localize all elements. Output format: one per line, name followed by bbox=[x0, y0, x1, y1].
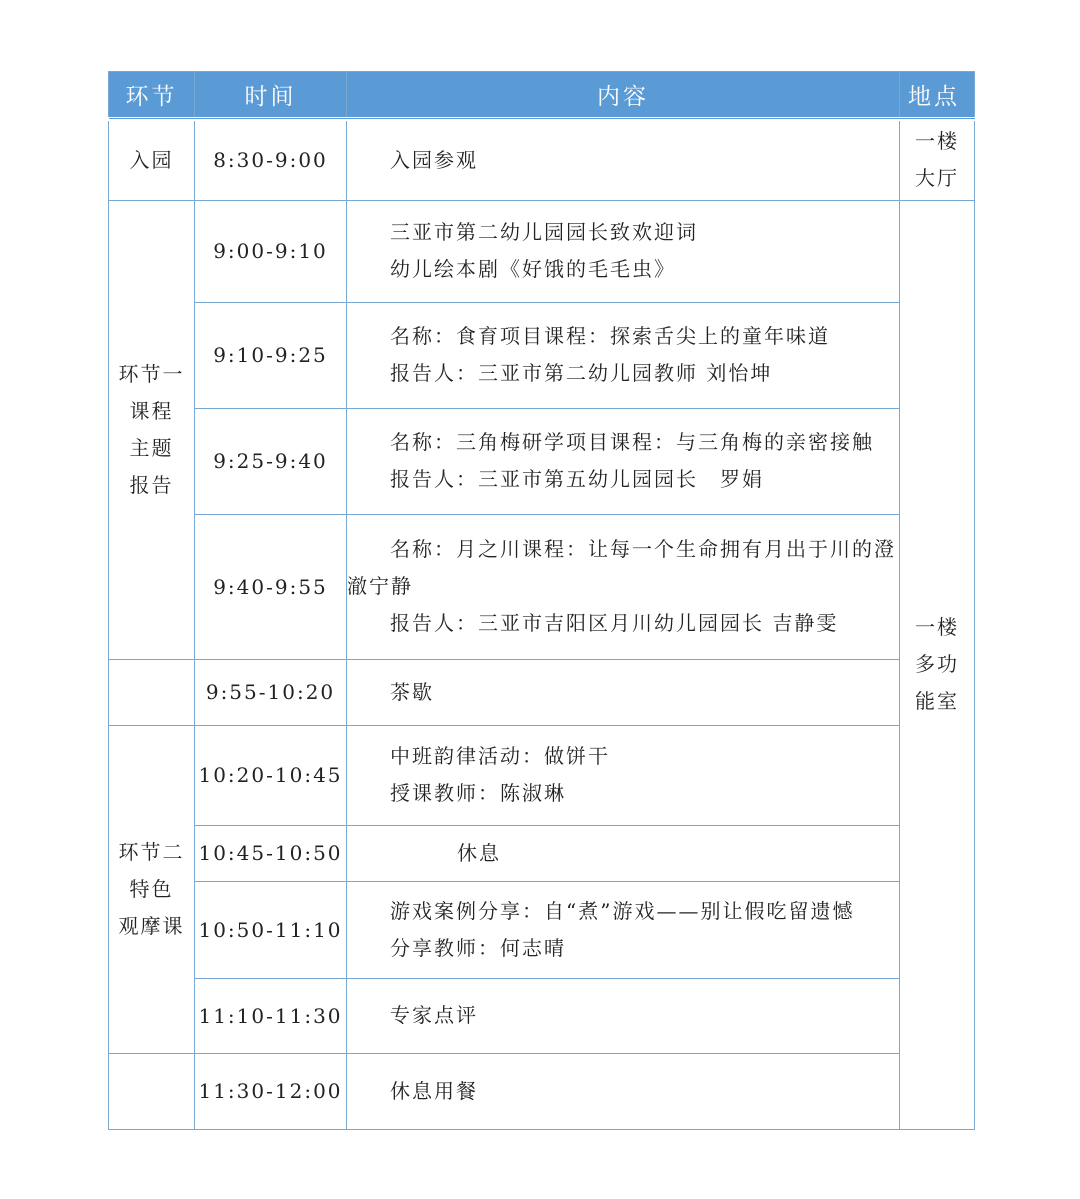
time-cell: 8:30-9:00 bbox=[195, 119, 347, 200]
content-line: 茶歇 bbox=[390, 679, 434, 704]
content-cell bbox=[347, 408, 900, 514]
stage-cell-stage1 bbox=[109, 200, 195, 659]
schedule-table bbox=[108, 71, 975, 1130]
stage-cell bbox=[109, 1053, 195, 1129]
content-cell bbox=[347, 1053, 900, 1129]
table-row bbox=[109, 978, 975, 1053]
time-cell: 10:20-10:45 bbox=[195, 725, 347, 825]
content-cell bbox=[347, 825, 900, 881]
content-line: 报告人：三亚市吉阳区月川幼儿园园长 吉静雯 bbox=[390, 611, 839, 635]
content-line: 澈宁静 bbox=[347, 574, 413, 598]
content-line: 休息用餐 bbox=[390, 1078, 478, 1103]
place-line: 一楼 bbox=[915, 129, 959, 154]
stage-line: 主题 bbox=[129, 435, 174, 460]
place-cell-multi-function-room bbox=[900, 200, 975, 1129]
table-row bbox=[109, 408, 975, 514]
time-cell: 9:10-9:25 bbox=[195, 302, 347, 408]
header-time: 时间 bbox=[195, 72, 347, 120]
content-line: 休息 bbox=[457, 840, 501, 865]
time-cell: 10:45-10:50 bbox=[195, 825, 347, 881]
stage-cell: 入园 bbox=[109, 119, 195, 200]
header-place: 地点 bbox=[900, 72, 975, 120]
content-cell bbox=[347, 119, 900, 200]
content-line: 报告人：三亚市第二幼儿园教师 刘怡坤 bbox=[390, 361, 773, 385]
time-cell: 11:10-11:30 bbox=[195, 978, 347, 1053]
table-row bbox=[109, 119, 975, 200]
content-line: 入园参观 bbox=[390, 147, 478, 172]
table-row bbox=[109, 200, 975, 302]
table-row bbox=[109, 1053, 975, 1129]
stage-line: 特色 bbox=[129, 876, 174, 901]
time-cell: 10:50-11:10 bbox=[195, 881, 347, 978]
time-cell: 11:30-12:00 bbox=[195, 1053, 347, 1129]
table-row bbox=[109, 881, 975, 978]
table-row bbox=[109, 825, 975, 881]
time-cell: 9:25-9:40 bbox=[195, 408, 347, 514]
place-line: 大厅 bbox=[915, 166, 959, 191]
stage-cell bbox=[109, 659, 195, 725]
table-row bbox=[109, 725, 975, 825]
content-cell bbox=[347, 978, 900, 1053]
content-line: 报告人：三亚市第五幼儿园园长 罗娟 bbox=[390, 467, 764, 491]
place-line: 能室 bbox=[915, 689, 959, 713]
content-cell bbox=[347, 881, 900, 978]
time-cell: 9:00-9:10 bbox=[195, 200, 347, 302]
content-cell bbox=[347, 725, 900, 825]
content-line: 名称：食育项目课程：探索舌尖上的童年味道 bbox=[390, 324, 830, 348]
stage-cell-stage2 bbox=[109, 725, 195, 1053]
stage-line: 报告 bbox=[129, 472, 174, 497]
table-row bbox=[109, 302, 975, 408]
stage-line: 课程 bbox=[129, 398, 174, 423]
time-cell: 9:55-10:20 bbox=[195, 659, 347, 725]
place-line: 一楼 bbox=[915, 615, 959, 639]
content-line: 三亚市第二幼儿园园长致欢迎词 bbox=[390, 220, 698, 244]
stage-line: 观摩课 bbox=[118, 913, 185, 938]
content-line: 授课教师：陈淑琳 bbox=[390, 781, 566, 805]
content-cell bbox=[347, 302, 900, 408]
header-row bbox=[109, 72, 975, 120]
table-row bbox=[109, 514, 975, 659]
content-line: 名称：月之川课程：让每一个生命拥有月出于川的澄 bbox=[390, 537, 896, 561]
content-cell bbox=[347, 200, 900, 302]
content-line: 专家点评 bbox=[390, 1003, 478, 1027]
content-line: 幼儿绘本剧《好饿的毛毛虫》 bbox=[390, 257, 676, 281]
stage-line: 环节一 bbox=[118, 361, 185, 386]
content-cell bbox=[347, 659, 900, 725]
time-cell: 9:40-9:55 bbox=[195, 514, 347, 659]
header-stage: 环节 bbox=[109, 72, 195, 120]
content-line: 游戏案例分享：自“煮”游戏——别让假吃留遗憾 bbox=[390, 898, 855, 923]
content-line: 分享教师：何志晴 bbox=[390, 935, 566, 960]
place-line: 多功 bbox=[915, 652, 959, 676]
header-content: 内容 bbox=[347, 72, 900, 120]
content-line: 中班韵律活动：做饼干 bbox=[390, 744, 610, 768]
stage-line: 环节二 bbox=[118, 839, 185, 864]
table-row bbox=[109, 659, 975, 725]
place-cell-first-floor-hall bbox=[900, 119, 975, 200]
content-cell bbox=[347, 514, 900, 659]
content-line: 名称：三角梅研学项目课程：与三角梅的亲密接触 bbox=[390, 430, 874, 454]
